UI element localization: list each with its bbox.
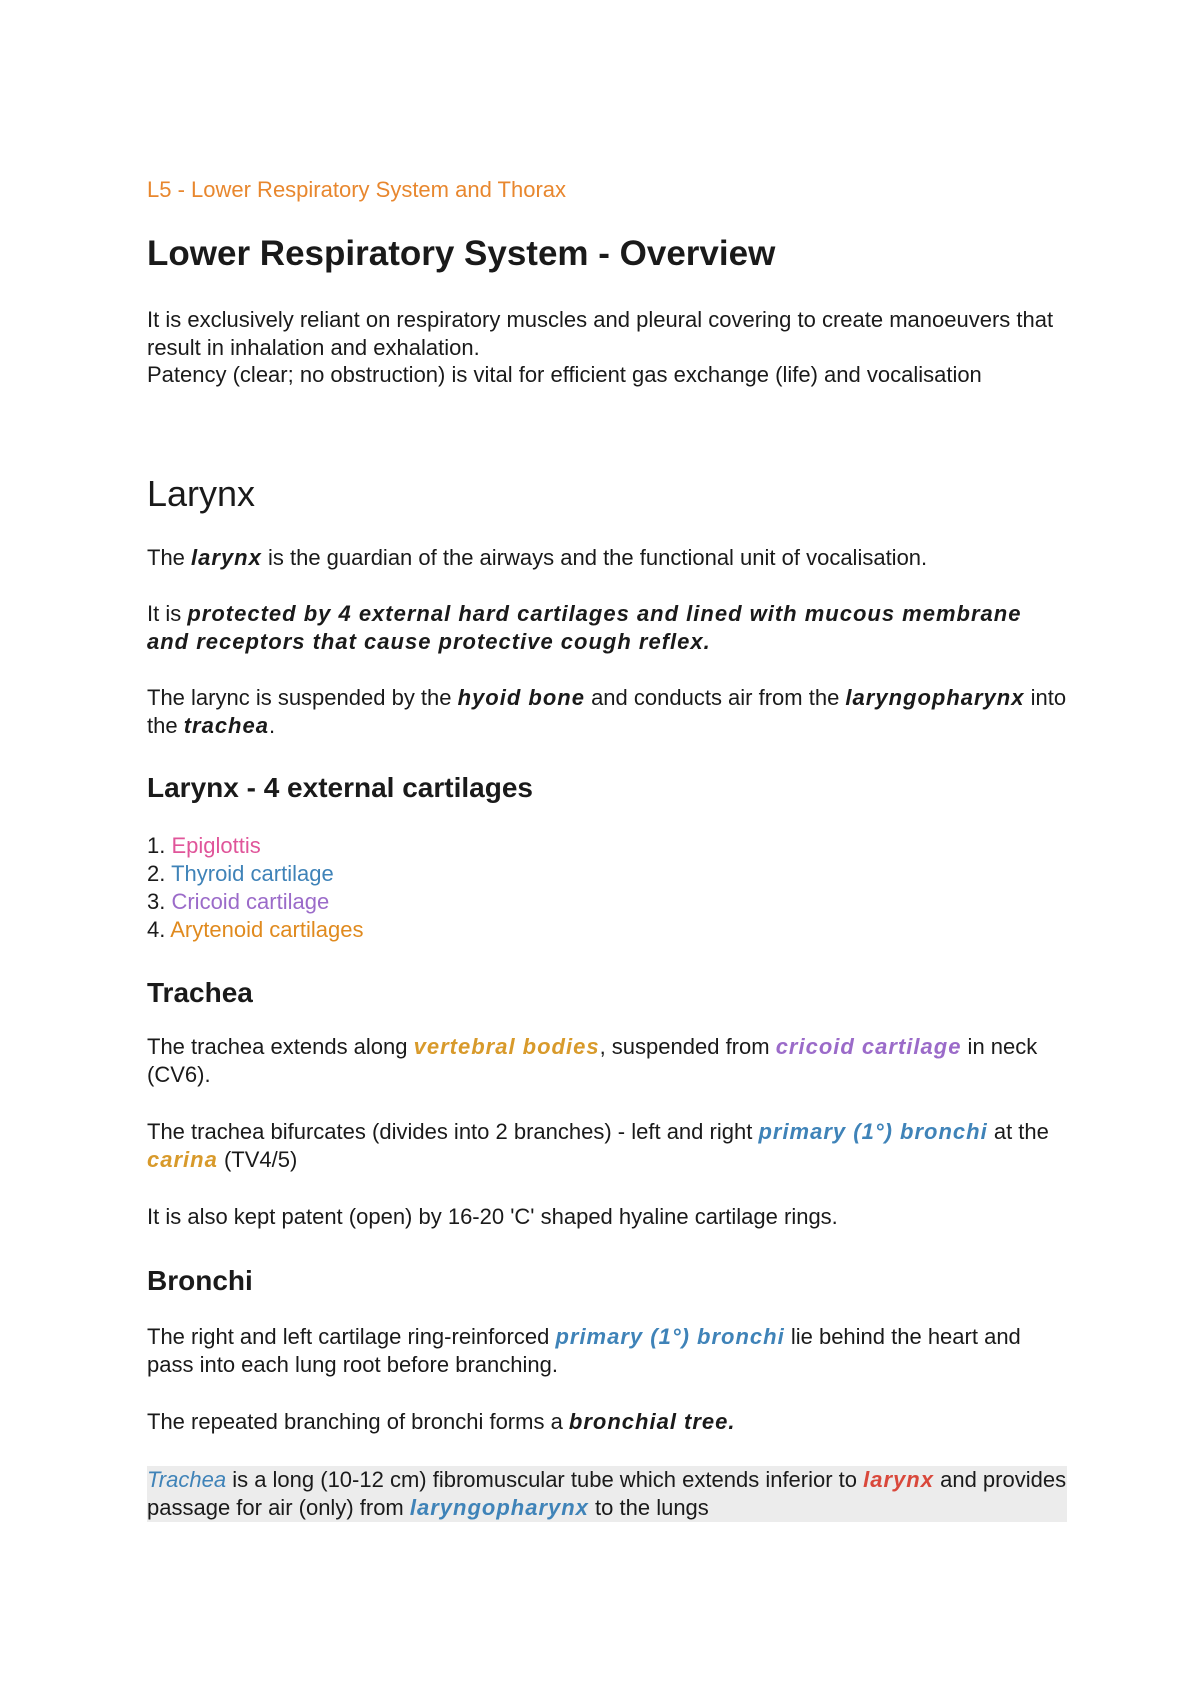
cartilage-cricoid: Cricoid cartilage [171, 889, 330, 914]
list-item: 4. Arytenoid cartilages [147, 917, 364, 942]
term-larynx: larynx [191, 545, 262, 570]
overview-paragraph-1: It is exclusively reliant on respiratory muscles and pleural covering to create manoeuvers that result in inhalation and exhalation. [147, 307, 1054, 360]
trachea-paragraph-2: The trachea bifurcates (divides into 2 branches) - left and right primary (1°) bronchi at the carina (TV4/5) [147, 1119, 1049, 1172]
bronchi-paragraph-2: The repeated branching of bronchi forms a bronchial tree. [147, 1409, 736, 1434]
cartilage-arytenoid: Arytenoid cartilages [170, 917, 364, 942]
term-carina: carina [147, 1147, 218, 1172]
larynx-heading: Larynx [147, 473, 256, 514]
term-vertebral-bodies: vertebral bodies [413, 1034, 600, 1059]
overview-heading: Lower Respiratory System - Overview [147, 234, 776, 273]
larynx-paragraph-1: The larynx is the guardian of the airways and the functional unit of vocalisation. [147, 545, 928, 570]
term-trachea-note: Trachea [147, 1467, 227, 1492]
term-bronchial-tree: bronchial tree. [568, 1409, 736, 1434]
list-item: 1. Epiglottis [147, 833, 261, 858]
term-hyoid-bone: hyoid bone [457, 685, 585, 710]
highlighted-note: Trachea is a long (10-12 cm) fibromuscular tube which extends inferior to larynx and provides passage for air (only) from laryngopharynx to the lungs [147, 1467, 1067, 1520]
cartilage-list [147, 832, 363, 944]
larynx-paragraph-3: The larync is suspended by the hyoid bone and conducts air from the laryngopharynx into the trachea. [147, 685, 1067, 738]
list-item: 3. Cricoid cartilage [147, 889, 330, 914]
term-laryngopharynx-note: laryngopharynx [409, 1495, 589, 1520]
term-trachea: trachea [183, 713, 269, 738]
cartilage-epiglottis: Epiglottis [171, 833, 261, 858]
trachea-paragraph-1: The trachea extends along vertebral bodies, suspended from cricoid cartilage in neck (CV6). [147, 1034, 1038, 1087]
term-primary-bronchi: primary (1°) bronchi [555, 1324, 785, 1349]
cartilage-thyroid: Thyroid cartilage [171, 861, 334, 886]
overview-paragraph-2: Patency (clear; no obstruction) is vital for efficient gas exchange (life) and vocalisation [147, 362, 982, 387]
term-laryngopharynx: laryngopharynx [845, 685, 1025, 710]
larynx-paragraph-2: It is protected by 4 external hard cartilages and lined with mucous membrane and receptors that cause protective cough reflex. [147, 601, 1022, 654]
trachea-heading: Trachea [147, 977, 253, 1008]
trachea-paragraph-3: It is also kept patent (open) by 16-20 'C' shaped hyaline cartilage rings. [147, 1204, 838, 1229]
term-primary-bronchi: primary (1°) bronchi [758, 1119, 988, 1144]
list-item: 2. Thyroid cartilage [147, 861, 334, 886]
term-protected: protected by 4 external hard cartilages and lined with mucous membrane and receptors that cause protective cough reflex. [147, 601, 1022, 654]
bronchi-paragraph-1: The right and left cartilage ring-reinforced primary (1°) bronchi lie behind the heart and pass into each lung root before branching. [147, 1324, 1021, 1377]
bronchi-heading: Bronchi [147, 1265, 253, 1296]
lesson-title: L5 - Lower Respiratory System and Thorax [147, 177, 566, 202]
term-larynx-note: larynx [863, 1467, 934, 1492]
cartilages-heading: Larynx - 4 external cartilages [147, 772, 533, 803]
term-cricoid-cartilage: cricoid cartilage [775, 1034, 962, 1059]
